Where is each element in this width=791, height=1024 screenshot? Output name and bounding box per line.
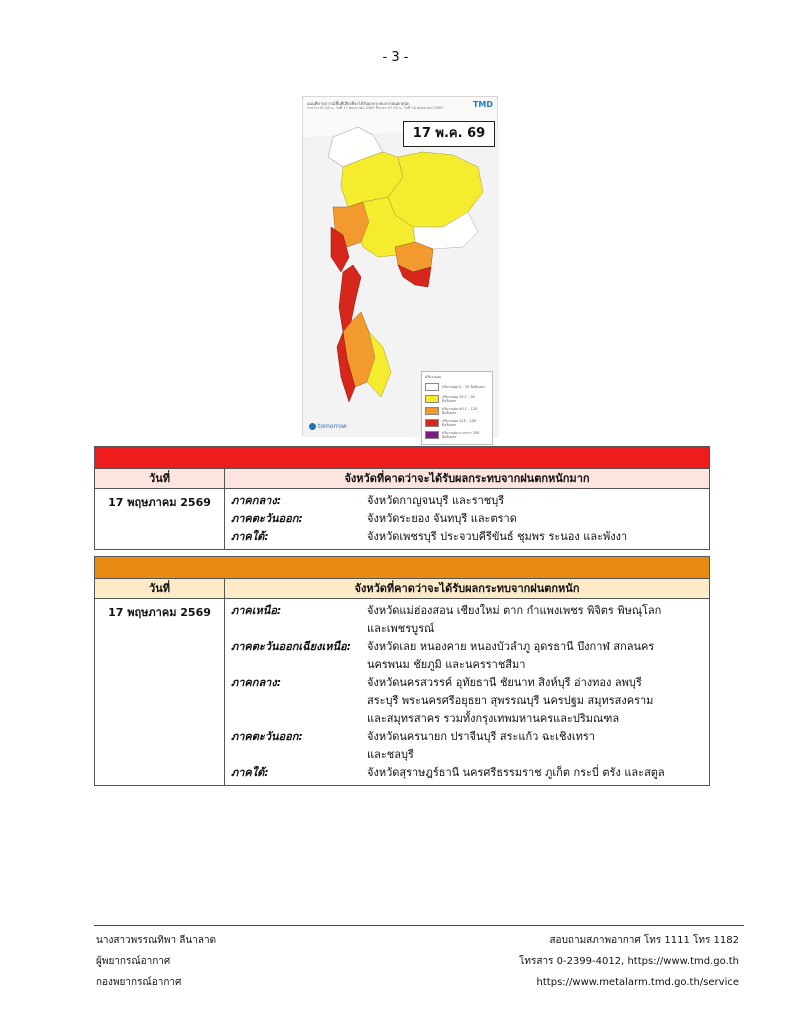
region-provinces: จังหวัดนครนายก ปราจีนบุรี สระแก้ว ฉะเชิงเทรา และชลบุรี — [367, 730, 595, 761]
region-list — [225, 489, 709, 549]
tomorrow-logo — [309, 423, 347, 430]
map-subtitle: ระหว่าง 07.00 น. วันที่ 17 พฤษภาคม 2569 ถึงเวลา 07.00 น. วันที่ 18 พฤษภาคม 2569 — [307, 106, 443, 110]
region-provinces: จังหวัดกาญจนบุรี และราชบุรี — [367, 494, 505, 507]
map-title: แผนที่คาดการณ์พื้นที่เสี่ยงที่จะได้รับผลกระทบจากฝนตกหนัก — [307, 101, 410, 106]
legend-item — [425, 405, 489, 416]
contact-fax-website[interactable]: โทรสาร 0-2399-4012, https://www.tmd.go.th — [519, 956, 739, 967]
legend-item — [425, 429, 489, 440]
region-provinces: จังหวัดระยอง จันทบุรี และตราด — [367, 512, 517, 525]
tmd-logo — [473, 100, 493, 109]
region-name: ภาคเหนือ: — [231, 604, 282, 617]
region-name: ภาคตะวันออก: — [231, 730, 303, 743]
very-heavy-rain-band — [95, 447, 709, 469]
tomorrow-logo-text: tomorrow — [318, 423, 347, 430]
footer-signature — [96, 930, 216, 993]
legend-item — [425, 393, 489, 404]
legend-item — [425, 381, 489, 392]
footer-divider — [94, 925, 744, 926]
legend-label: ปริมาณฝน 0 - 35 มิลลิเมตร — [442, 384, 485, 389]
region-name: ภาคกลาง: — [231, 676, 282, 689]
rainfall-risk-map — [302, 96, 498, 439]
legend-swatch — [425, 407, 439, 415]
row-date: 17 พฤษภาคม 2569 — [95, 599, 225, 785]
forecaster-division: กองพยากรณ์อากาศ — [96, 977, 182, 988]
row-date: 17 พฤษภาคม 2569 — [95, 489, 225, 549]
region-row — [231, 510, 705, 528]
region-row — [231, 528, 705, 546]
region-list — [225, 599, 709, 785]
tomorrow-logo-icon — [309, 423, 316, 430]
region-provinces: จังหวัดสุราษฎร์ธานี นครศรีธรรมราช ภูเก็ต กระบี่ ตรัง และสตูล — [367, 766, 665, 779]
col-date-header: วันที่ — [95, 579, 225, 598]
col-provinces-header: จังหวัดที่คาดว่าจะได้รับผลกระทบจากฝนตกหนักมาก — [344, 472, 590, 485]
region-name: ภาคใต้: — [231, 766, 269, 779]
contact-service-link[interactable]: https://www.metalarm.tmd.go.th/service — [536, 977, 739, 988]
map-header — [307, 101, 457, 110]
legend-label: ปริมาณฝน 125 - 250 มิลลิเมตร — [442, 418, 477, 427]
tmd-logo-text: TMD — [472, 100, 493, 109]
region-row — [231, 492, 705, 510]
map-date-box: 17 พ.ค. 69 — [403, 121, 495, 147]
page-number: - 3 - — [382, 50, 409, 65]
region-provinces: จังหวัดนครสวรรค์ อุทัยธานี ชัยนาท สิงห์บุรี อ่างทอง ลพบุรี สระบุรี พระนครศรีอยุธยา สุพรรณบุรี นครปฐม สมุทรสงคราม และสมุทรสาคร รวมทั้งกรุงเทพมหานครและปริมณฑล — [367, 676, 654, 725]
heavy-rain-band — [95, 557, 709, 579]
contact-phone: สอบถามสภาพอากาศ โทร 1111 โทร 1182 — [549, 935, 739, 946]
region-row — [231, 674, 705, 728]
table-row — [95, 489, 709, 549]
legend-swatch — [425, 383, 439, 391]
region-name: ภาคกลาง: — [231, 494, 282, 507]
legend-item — [425, 417, 489, 428]
legend-label: ปริมาณฝน 35.1 - 90 มิลลิเมตร — [442, 394, 475, 403]
region-provinces: จังหวัดแม่ฮ่องสอน เชียงใหม่ ตาก กำแพงเพชร พิจิตร พิษณุโลก และเพชรบูรณ์ — [367, 604, 662, 635]
footer-contact — [519, 930, 739, 993]
col-provinces-header: จังหวัดที่คาดว่าจะได้รับผลกระทบจากฝนตกหนัก — [354, 582, 580, 595]
region-row — [231, 638, 705, 674]
region-provinces: จังหวัดเลย หนองคาย หนองบัวลำภู อุดรธานี บึงกาฬ สกลนคร นครพนม ชัยภูมิ และนครราชสีมา — [367, 640, 655, 671]
region-row — [231, 764, 705, 782]
region-name: ภาคตะวันออก: — [231, 512, 303, 525]
region-row — [231, 602, 705, 638]
legend-swatch — [425, 419, 439, 427]
region-provinces: จังหวัดเพชรบุรี ประจวบคีรีขันธ์ ชุมพร ระนอง และพังงา — [367, 530, 628, 543]
region-row — [231, 728, 705, 764]
forecaster-name: นางสาวพรรณทิพา ลีนาลาด — [96, 935, 217, 946]
legend-title: ปริมาณฝน — [425, 375, 442, 379]
heavy-rain-table — [94, 556, 710, 786]
forecaster-title: ผู้พยากรณ์อากาศ — [96, 956, 171, 967]
legend-label: ปริมาณฝน 90.1 - 125 มิลลิเมตร — [442, 406, 478, 415]
legend-label: ปริมาณฝน มากกว่า 250 มิลลิเมตร — [442, 430, 480, 439]
col-date-header: วันที่ — [95, 469, 225, 488]
map-legend — [421, 371, 493, 445]
table-header — [95, 579, 709, 599]
very-heavy-rain-table — [94, 446, 710, 550]
region-name: ภาคตะวันออกเฉียงเหนือ: — [231, 640, 352, 653]
legend-swatch — [425, 431, 439, 439]
table-row — [95, 599, 709, 785]
table-header — [95, 469, 709, 489]
legend-swatch — [425, 395, 439, 403]
region-name: ภาคใต้: — [231, 530, 269, 543]
